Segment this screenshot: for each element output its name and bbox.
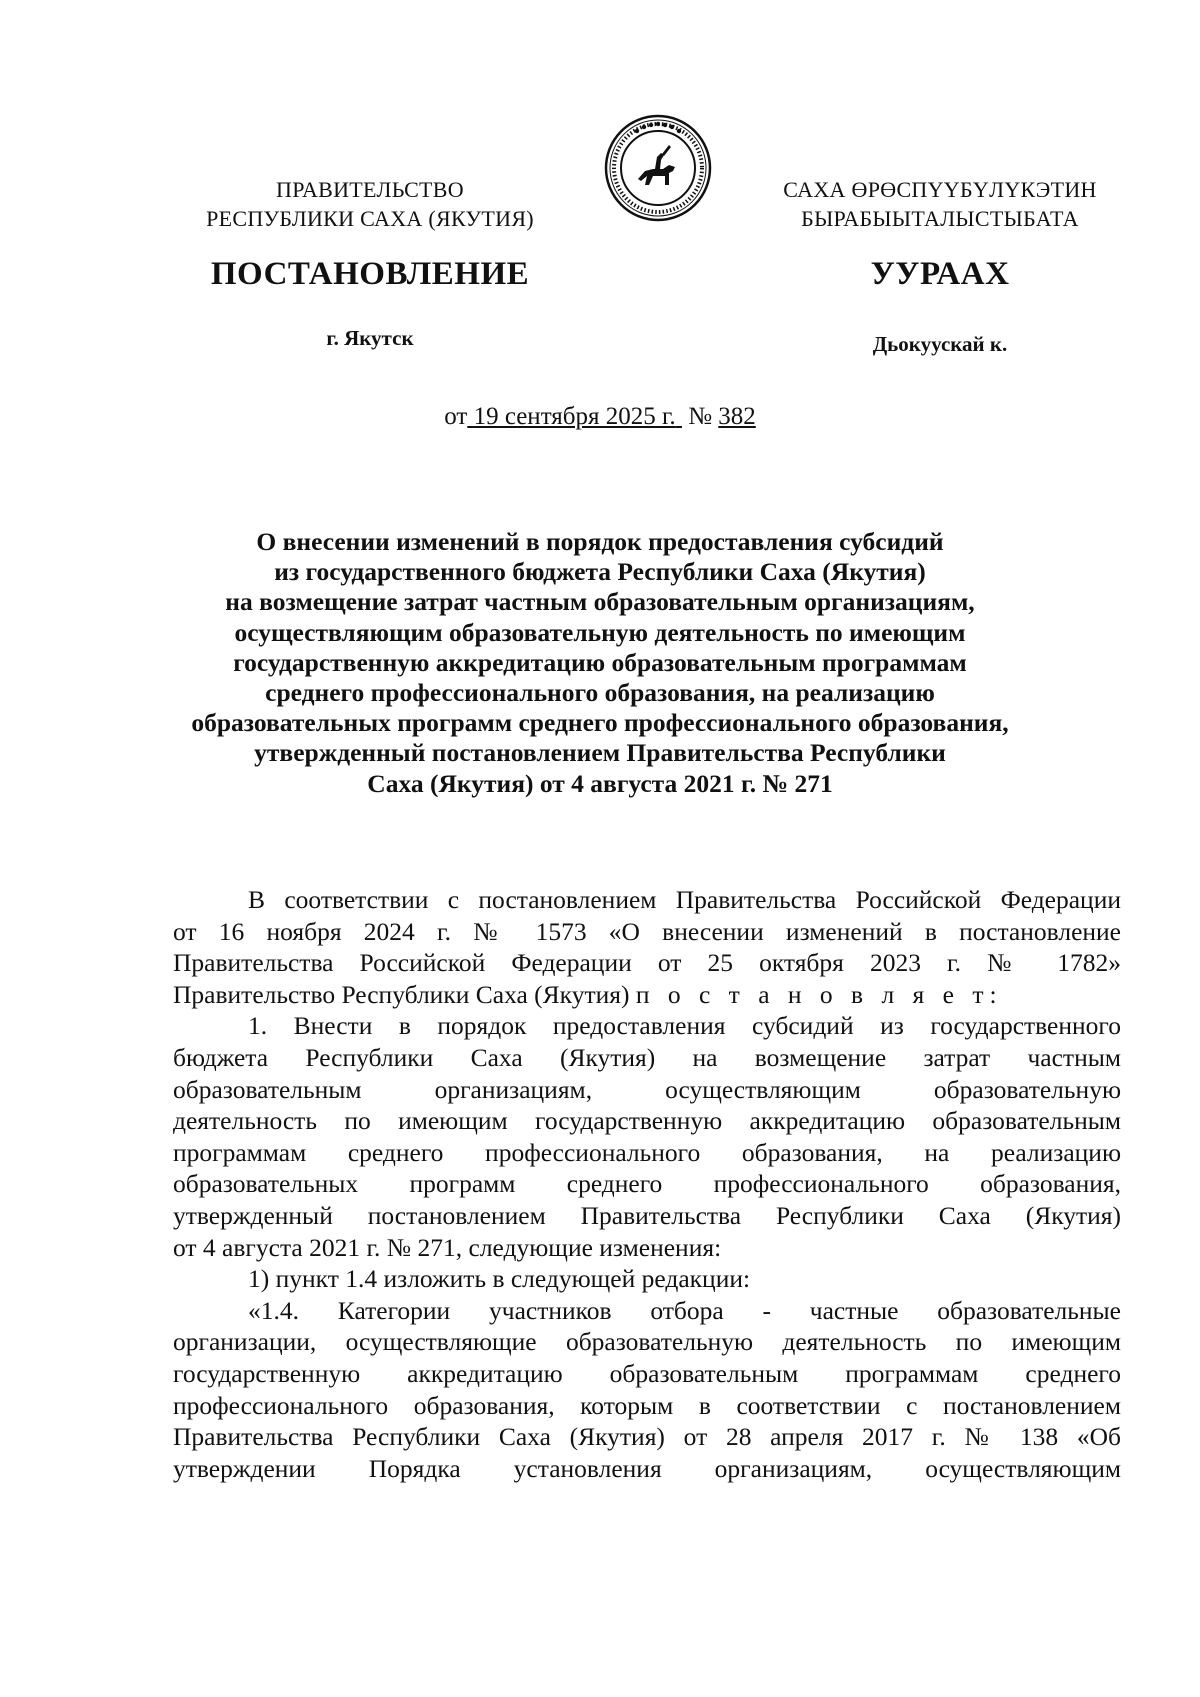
issuer-sah-line1: САХА ӨРӨСПҮҮБҮЛҮКЭТИН [783, 177, 1097, 202]
body-line: деятельность по имеющим государственную аккредитацию образовательным [173, 1106, 1121, 1136]
body-line: «1.4. Категории участников отбора - частные образовательные [248, 1295, 1121, 1325]
body-line: Правительство Республики Саха (Якутия) п о с т а н о в л я е т: [173, 979, 1003, 1009]
title-line: образовательных программ среднего профессионального образования, [191, 708, 1009, 738]
body-line: образовательным организациям, осуществляющим образовательную [173, 1074, 1121, 1104]
number-sign: № [688, 403, 713, 430]
title-line: среднего профессионального образования, на реализацию [265, 678, 935, 708]
coat-of-arms-icon [603, 113, 713, 223]
issuer-sah [740, 175, 1140, 233]
title-line: О внесении изменений в порядок предоставления субсидий [256, 527, 944, 556]
title-line: утвержденный постановлением Правительства Республики [254, 738, 946, 768]
body-line: Правительства Республики Саха (Якутия) от 28 апреля 2017 г. № 138 «Об [173, 1422, 1121, 1452]
resolves-text: п о с т а н о в л я е т: [635, 979, 1003, 1009]
body-line: профессионального образования, которым в соответствии с постановлением [173, 1390, 1121, 1420]
body-line: 1) пункт 1.4 изложить в следующей редакции: [248, 1264, 751, 1294]
body-line: от 16 ноября 2024 г. № 1573 «О внесении изменений в постановление [173, 916, 1121, 946]
body-line: образовательных программ среднего профессионального образования, [173, 1169, 1121, 1199]
document-body [173, 884, 1121, 1484]
issuer-sah-line2: БЫРАБЫЫТАЛЫСТЫБАТА [801, 206, 1079, 231]
document-title [150, 527, 1050, 799]
title-line: на возмещение затрат частным образовательным организациям, [225, 587, 975, 617]
date-line [0, 403, 1200, 431]
body-line: утвержденный постановлением Правительства Республики Саха (Якутия) [173, 1200, 1121, 1230]
body-line: В соответствии с постановлением Правительства Российской Федерации [248, 885, 1121, 914]
date-value: 19 сентября 2025 г. [473, 403, 676, 430]
title-line: Саха (Якутия) от 4 августа 2021 г. № 271 [367, 768, 833, 798]
date-prefix: от [444, 403, 468, 430]
title-line: осуществляющим образовательную деятельность по имеющим [234, 617, 966, 647]
doc-type-ru: ПОСТАНОВЛЕНИЕ [210, 256, 530, 292]
title-line: государственную аккредитацию образовательным программам [233, 647, 967, 677]
body-line: от 4 августа 2021 г. № 271, следующие изменения: [173, 1232, 722, 1262]
doc-type-sah: УУРААХ [870, 256, 1010, 292]
city-sah: Дьокуускай к. [872, 332, 1008, 356]
body-line: 1. Внести в порядок предоставления субсидий из государственного [248, 1011, 1121, 1041]
body-line: организации, осуществляющие образовательную деятельность по имеющим [173, 1327, 1121, 1357]
doc-number: 382 [718, 403, 756, 430]
body-line: утверждении Порядка установления организациям, осуществляющим [173, 1453, 1121, 1483]
city-ru: г. Якутск [326, 326, 414, 350]
issuer-ru [170, 175, 570, 233]
issuer-ru-line2: РЕСПУБЛИКИ САХА (ЯКУТИЯ) [206, 206, 534, 231]
body-line: Правительства Российской Федерации от 25 октября 2023 г. № 1782» [173, 948, 1121, 978]
issuer-ru-line1: ПРАВИТЕЛЬСТВО [276, 177, 464, 202]
title-line: из государственного бюджета Республики Саха (Якутия) [274, 557, 926, 587]
body-line: бюджета Республики Саха (Якутия) на возмещение затрат частным [173, 1042, 1121, 1072]
body-line: государственную аккредитацию образовательным программам среднего [173, 1358, 1121, 1388]
body-line: программам среднего профессионального образования, на реализацию [173, 1137, 1121, 1167]
